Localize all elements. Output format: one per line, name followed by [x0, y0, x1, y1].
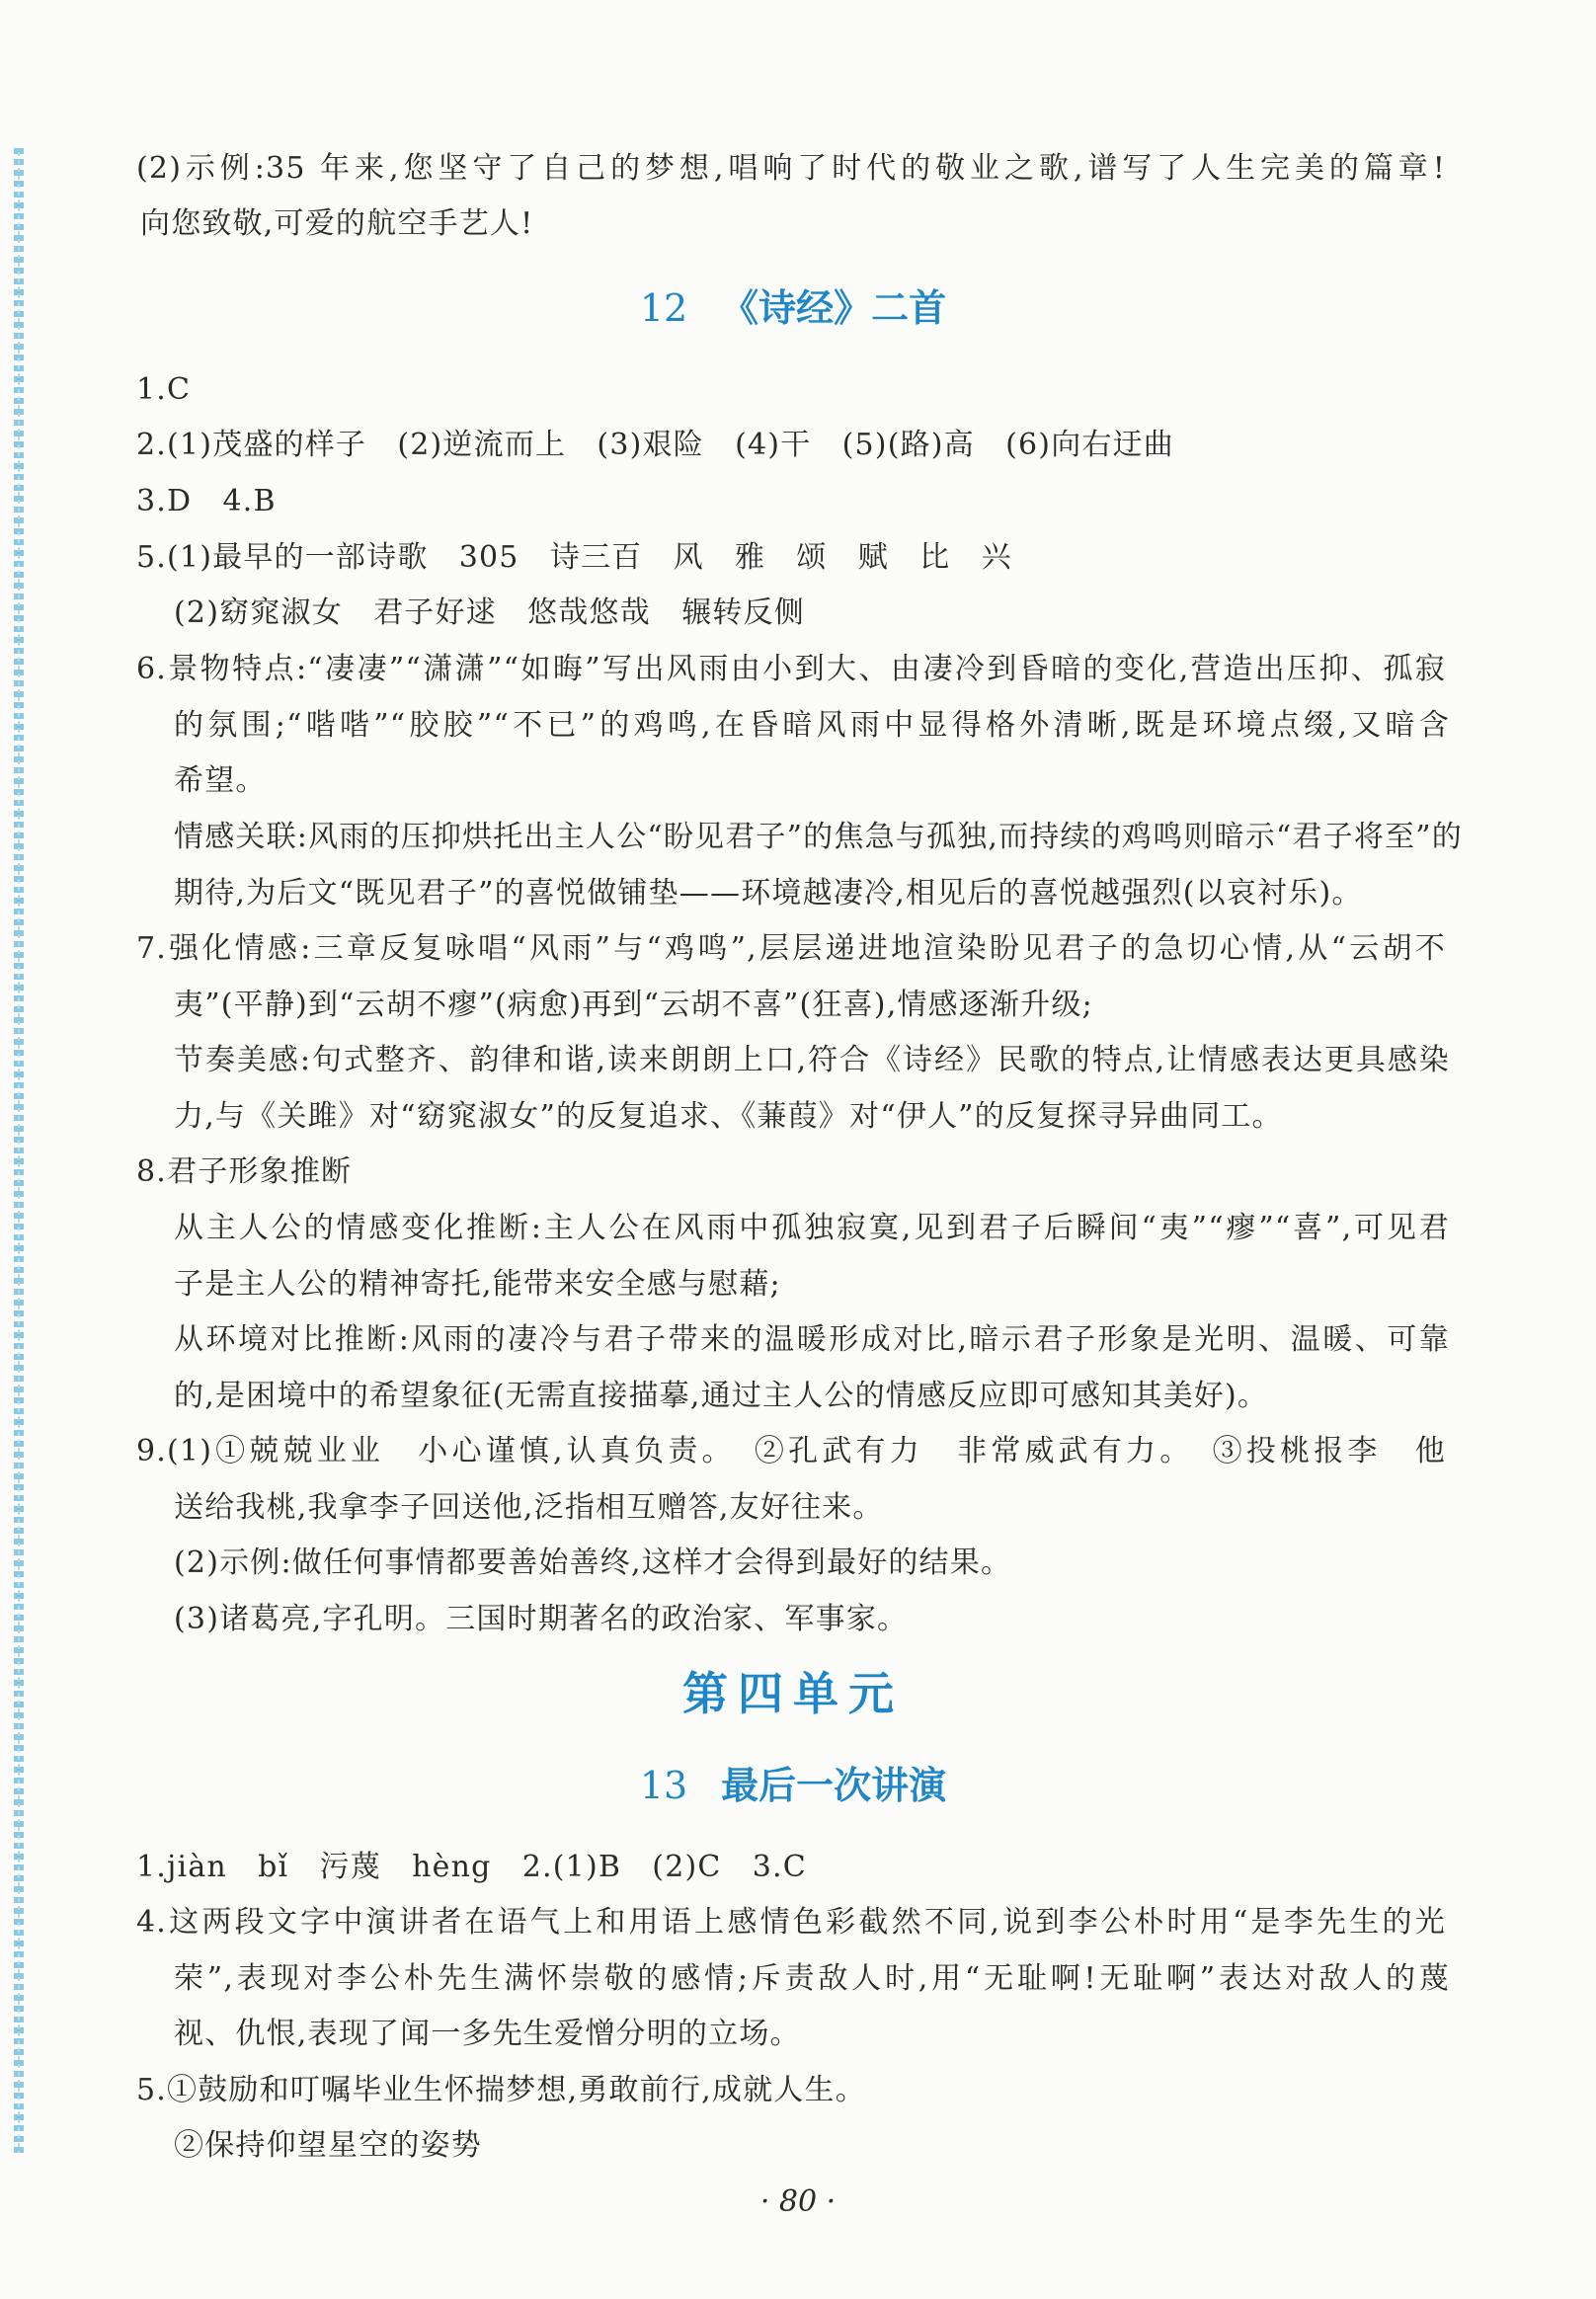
section-heading: 《诗经》二首	[721, 286, 947, 330]
text-line: 7.强化情感:三章反复咏唱“风雨”与“鸡鸣”,层层递进地渲染盼见君子的急切心情,从“云胡不	[136, 931, 1446, 966]
text-line: 情感关联:风雨的压抑烘托出主人公“盼见君子”的焦急与孤独,而持续的鸡鸣则暗示“君子将至”的	[174, 820, 1463, 854]
text-line: 6.景物特点:“凄凄”“潇潇”“如晦”写出风雨由小到大、由凄冷到昏暗的变化,营造出压抑、孤寂	[136, 652, 1446, 686]
text-line: 夷”(平静)到“云胡不瘳”(病愈)再到“云胡不喜”(狂喜),情感逐渐升级;	[174, 988, 1093, 1022]
text-line: 8.君子形象推断	[136, 1154, 353, 1189]
text-line: 的,是困境中的希望象征(无需直接描摹,通过主人公的情感反应即可感知其美好)。	[174, 1379, 1269, 1413]
section-number: 12	[639, 286, 688, 330]
text-line: 4.这两段文字中演讲者在语气上和用语上感情色彩截然不同,说到李公朴时用“是李先生的光	[136, 1905, 1446, 1940]
text-line: 1.C	[136, 372, 192, 407]
binding-margin-decoration	[14, 148, 24, 2153]
text-line: 从环境对比推断:风雨的凄冷与君子带来的温暖形成对比,暗示君子形象是光明、温暖、可靠	[174, 1322, 1450, 1357]
text-line: (2)窈窕淑女 君子好逑 悠哉悠哉 辗转反侧	[174, 595, 805, 630]
text-line: (2)示例:做任何事情都要善始善终,这样才会得到最好的结果。	[174, 1546, 1012, 1580]
section-title-12	[136, 283, 1450, 333]
section-title-13	[136, 1761, 1450, 1810]
text-line: 节奏美感:句式整齐、韵律和谐,读来朗朗上口,符合《诗经》民歌的特点,让情感表达更具感染	[174, 1043, 1450, 1077]
text-line: 5.①鼓励和叮嘱毕业生怀揣梦想,勇敢前行,成就人生。	[136, 2073, 866, 2107]
page-number: · 80 ·	[759, 2184, 837, 2219]
text-line: 3.D 4.B	[136, 484, 277, 518]
text-line: 子是主人公的精神寄托,能带来安全感与慰藉;	[174, 1267, 781, 1302]
text-line: 9.(1)①兢兢业业 小心谨慎,认真负责。 ②孔武有力 非常威武有力。 ③投桃报李 他	[136, 1434, 1446, 1468]
text-line: 2.(1)茂盛的样子 (2)逆流而上 (3)艰险 (4)干 (5)(路)高 (6)向右迂曲	[136, 428, 1175, 462]
text-line: 5.(1)最早的一部诗歌 305 诗三百 风 雅 颂 赋 比 兴	[136, 540, 1012, 575]
text-line: (2)示例:35 年来,您坚守了自己的梦想,唱响了时代的敬业之歌,谱写了人生完美的篇章!	[136, 151, 1446, 186]
section-heading: 最后一次讲演	[721, 1764, 947, 1807]
text-line: 从主人公的情感变化推断:主人公在风雨中孤独寂寞,见到君子后瞬间“夷”“瘳”“喜”,可见君	[174, 1211, 1451, 1245]
unit-title: 第四单元	[682, 1667, 904, 1720]
text-line: 期待,为后文“既见君子”的喜悦做铺垫——环境越凄冷,相见后的喜悦越强烈(以哀衬乐)。	[174, 876, 1363, 911]
text-line: 荣”,表现对李公朴先生满怀崇敬的感情;斥责敌人时,用“无耻啊!无耻啊”表达对敌人的蔑	[174, 1961, 1450, 1996]
text-line: 1.jiàn bǐ 污蔑 hèng 2.(1)B (2)C 3.C	[136, 1850, 807, 1884]
text-line: 力,与《关雎》对“窈窕淑女”的反复追求、《蒹葭》对“伊人”的反复探寻异曲同工。	[174, 1099, 1283, 1134]
text-line: ②保持仰望星空的姿势	[174, 2128, 482, 2163]
text-line: 向您致敬,可爱的航空手艺人!	[140, 206, 534, 241]
text-line: (3)诸葛亮,字孔明。三国时期著名的政治家、军事家。	[174, 1602, 909, 1636]
text-line: 送给我桃,我拿李子回送他,泛指相互赠答,友好往来。	[174, 1490, 884, 1525]
text-line: 视、仇恨,表现了闻一多先生爱憎分明的立场。	[174, 2017, 801, 2051]
text-line: 的氛围;“喈喈”“胶胶”“不已”的鸡鸣,在昏暗风雨中显得格外清晰,既是环境点缀,又暗含	[174, 708, 1450, 743]
text-line: 希望。	[174, 763, 267, 798]
section-number: 13	[639, 1764, 688, 1807]
